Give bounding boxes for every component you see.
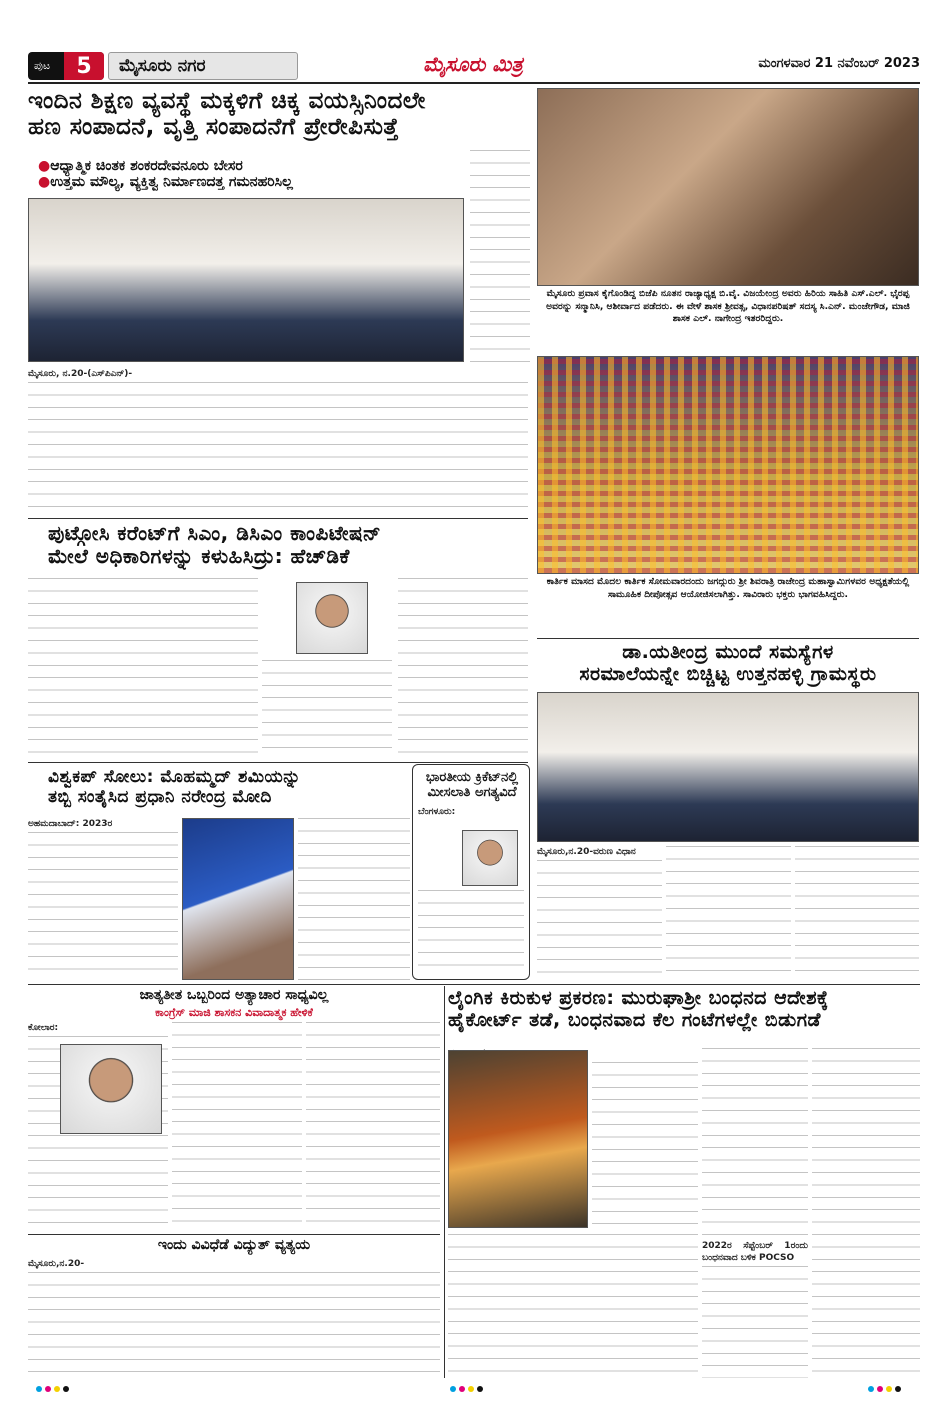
- bullet-icon: ●: [38, 158, 51, 174]
- modi-shami-photo: [182, 818, 294, 980]
- bullet-icon: ●: [38, 174, 51, 190]
- divider: [537, 638, 919, 639]
- worldcup-body-col1: [28, 832, 178, 980]
- lead-bullet-2: ●ಉತ್ತಮ ಮೌಲ್ಯ, ವ್ಯಕ್ತಿತ್ವ ನಿರ್ಮಾಣದತ್ತ ಗಮನಹರಿಸಿಲ್ಲ: [38, 174, 293, 190]
- ex-mla-portrait: [60, 1044, 162, 1134]
- murugha-pocso-line: 2022ರ ಸೆಪ್ಟೆಂಬರ್ 1ರಂದು ಬಂಧನವಾದ ಬಳಿಕ POCSO: [702, 1241, 808, 1264]
- column-divider: [444, 986, 445, 1378]
- murugha-body-col4: [812, 1048, 920, 1378]
- divider: [28, 984, 920, 985]
- hdk-portrait: [296, 582, 368, 654]
- newspaper-logo: ಮೈಸೂರು ಮಿತ್ರ: [423, 52, 523, 76]
- lead-bullets: [38, 158, 468, 190]
- lead-dateline: ಮೈಸೂರು, ನ.20-(ಎಸ್‌ಪಿಎನ್)-: [28, 369, 133, 379]
- divider: [28, 518, 528, 519]
- hdk-headline-line2: ಮೇಲೆ ಅಧಿಕಾರಿಗಳನ್ನು ಕಳುಹಿಸಿದ್ರು: ಹೆಚ್‌ಡಿಕೆ: [48, 544, 350, 568]
- yathindra-headline-line1: ಡಾ.ಯತೀಂದ್ರ ಮುಂದೆ ಸಮಸ್ಯೆಗಳ: [622, 641, 834, 663]
- page-word: ಪುಟ: [34, 59, 51, 72]
- hdk-body-col3: [398, 578, 528, 758]
- murugha-arrest-photo: [448, 1050, 588, 1228]
- cricket-reservation-body: [418, 890, 524, 976]
- hdk-body-col1: [28, 578, 258, 758]
- cricket-speaker-portrait: [462, 830, 518, 886]
- section-label: ಮೈಸೂರು ನಗರ: [108, 52, 298, 80]
- yathindra-dateline: ಮೈಸೂರು,ನ.20-ವರುಣ ವಿಧಾನ: [537, 847, 636, 857]
- lead-headline: [28, 88, 528, 141]
- atrocity-subhead: ಕಾಂಗ್ರೆಸ್ ಮಾಜಿ ಶಾಸಕನ ವಿವಾದಾತ್ಮಕ ಹೇಳಿಕೆ: [155, 1006, 313, 1019]
- hdk-headline: [48, 522, 528, 568]
- yathindra-headline-line2: ಸರಮಾಲೆಯನ್ನೇ ಬಿಚ್ಚಿಟ್ಟ ಉತ್ತನಹಳ್ಳಿ ಗ್ರಾಮಸ್ಥರು: [579, 662, 877, 685]
- murugha-headline-line1: ಲೈಂಗಿಕ ಕಿರುಕುಳ ಪ್ರಕರಣ: ಮುರುಘಾಶ್ರೀ ಬಂಧನದ ಆದೇಶಕ್ಕೆ: [448, 987, 829, 1009]
- registration-marks-right: [868, 1386, 901, 1392]
- registration-marks-center: [450, 1386, 483, 1392]
- murugha-body-col2a: [592, 1062, 698, 1232]
- deepotsava-photo: [537, 356, 919, 574]
- atrocity-body-col2: [172, 1022, 302, 1232]
- atrocity-dateline: ಕೋಲಾರ:: [28, 1023, 59, 1033]
- yathindra-body-col1: [537, 860, 662, 978]
- cricket-reservation-headline: ಭಾರತೀಯ ಕ್ರಿಕೆಟ್‌ನಲ್ಲಿ ಮೀಸಲಾತಿ ಅಗತ್ಯವಿದೆ: [425, 770, 519, 800]
- atrocity-headline: ಜಾತ್ಯತೀತ ಒಬ್ಬರಿಂದ ಅತ್ಯಾಚಾರ ಸಾಧ್ಯವಿಲ್ಲ: [139, 987, 329, 1003]
- masthead: [28, 48, 920, 84]
- power-outage-body: [28, 1272, 440, 1378]
- lead-headline-line1: ಇಂದಿನ ಶಿಕ್ಷಣ ವ್ಯವಸ್ಥೆ ಮಕ್ಕಳಿಗೆ ಚಿಕ್ಕ ವಯಸ್ಸಿನಿಂದಲೇ: [28, 88, 426, 114]
- divider: [28, 1234, 440, 1235]
- hdk-headline-line1: ಪುಟ್ಗೋಸಿ ಕರೆಂಟ್‌ಗೆ ಸಿಎಂ, ಡಿಸಿಎಂ ಕಾಂಪಿಟೇಷನ್: [48, 521, 382, 545]
- worldcup-body-col2: [298, 818, 410, 980]
- worldcup-headline-line1: ವಿಶ್ವಕಪ್ ಸೋಲು: ಮೊಹಮ್ಮದ್ ಶಮಿಯನ್ನು: [48, 767, 301, 787]
- page-number-badge: [28, 52, 104, 80]
- lead-body-lines: [28, 382, 528, 518]
- power-outage-headline: ಇಂದು ವಿವಿಧೆಡೆ ವಿದ್ಯುತ್ ವ್ಯತ್ಯಯ: [157, 1237, 311, 1253]
- worldcup-dateline: ಅಹಮದಾಬಾದ್: 2023ರ: [28, 819, 113, 829]
- yathindra-body-col3: [795, 846, 919, 978]
- worldcup-headline-line2: ತಬ್ಬಿ ಸಂತೈಸಿದ ಪ್ರಧಾನಿ ನರೇಂದ್ರ ಮೋದಿ: [48, 786, 272, 807]
- power-outage-dateline: ಮೈಸೂರು,ನ.20-: [28, 1259, 85, 1269]
- murugha-body-col3b: [702, 1266, 808, 1378]
- deepotsava-caption: ಕಾರ್ತಿಕ ಮಾಸದ ಮೊದಲ ಕಾರ್ತಿಕ ಸೋಮವಾರದಂದು ಜಗದ್ಗುರು ಶ್ರೀ ಶಿವರಾತ್ರಿ ರಾಜೇಂದ್ರ ಮಹಾಸ್ವಾಮಿಗಳವರ ಅಧ್ಯಕ್ಷತೆಯಲ್ಲಿ ಸಾಮೂಹಿಕ ದೀಪೋತ್ಸವ ಆಯೋಜಿಸಲಾಗಿತ್ತು. ಸಾವಿರಾರು ಭಕ್ತರು ಭಾಗವಹಿಸಿದ್ದರು.: [546, 576, 910, 600]
- murugha-body-col1: [448, 1234, 698, 1378]
- atrocity-body-col3: [306, 1022, 440, 1232]
- divider: [28, 762, 528, 763]
- yathindra-photo: [537, 692, 919, 842]
- lead-bullet-1: ●ಆಧ್ಯಾತ್ಮಿಕ ಚಿಂತಕ ಶಂಕರದೇವನೂರು ಬೇಸರ: [38, 158, 243, 174]
- cricket-reservation-dateline: ಬೆಂಗಳೂರು:: [418, 807, 456, 817]
- registration-marks-left: [36, 1386, 69, 1392]
- murugha-headline-line2: ಹೈಕೋರ್ಟ್ ತಡೆ, ಬಂಧನವಾದ ಕೆಲ ಗಂಟೆಗಳಲ್ಲೇ ಬಿಡುಗಡೆ: [448, 1008, 821, 1031]
- yathindra-headline: [537, 642, 919, 686]
- hdk-body-col2: [262, 660, 392, 758]
- page-number: 5: [64, 52, 104, 80]
- yathindra-body-col2: [666, 846, 791, 978]
- issue-date: ಮಂಗಳವಾರ 21 ನವೆಂಬರ್ 2023: [758, 56, 920, 71]
- bjp-meeting-caption: ಮೈಸೂರು ಪ್ರವಾಸ ಕೈಗೊಂಡಿದ್ದ ಬಿಜೆಪಿ ನೂತನ ರಾಜ್ಯಾಧ್ಯಕ್ಷ ಬಿ.ವೈ. ವಿಜಯೇಂದ್ರ ಅವರು ಹಿರಿಯ ಸಾಹಿತಿ ಎಸ್.ಎಲ್. ಭೈರಪ್ಪ ಅವರನ್ನು ಸನ್ಮಾನಿಸಿ, ಆಶೀರ್ವಾದ ಪಡೆದರು. ಈ ವೇಳೆ ಶಾಸಕ ಶ್ರೀವತ್ಸ, ವಿಧಾನಪರಿಷತ್ ಸದಸ್ಯ ಸಿ.ಎನ್. ಮಂಜೇಗೌಡ, ಮಾಜಿ ಶಾಸಕ ಎಲ್. ನಾಗೇಂದ್ರ ಇತರರಿದ್ದರು.: [546, 288, 910, 324]
- worldcup-headline: [48, 768, 408, 807]
- lead-headline-line2: ಹಣ ಸಂಪಾದನೆ, ವೃತ್ತಿ ಸಂಪಾದನೆಗೆ ಪ್ರೇರೇಪಿಸುತ್ತೆ: [28, 114, 399, 141]
- lead-text-column-right: [470, 150, 530, 362]
- lead-photo: [28, 198, 464, 362]
- murugha-body-col3a: [702, 1048, 808, 1238]
- murugha-headline: [448, 988, 920, 1032]
- bjp-meeting-photo: [537, 88, 919, 286]
